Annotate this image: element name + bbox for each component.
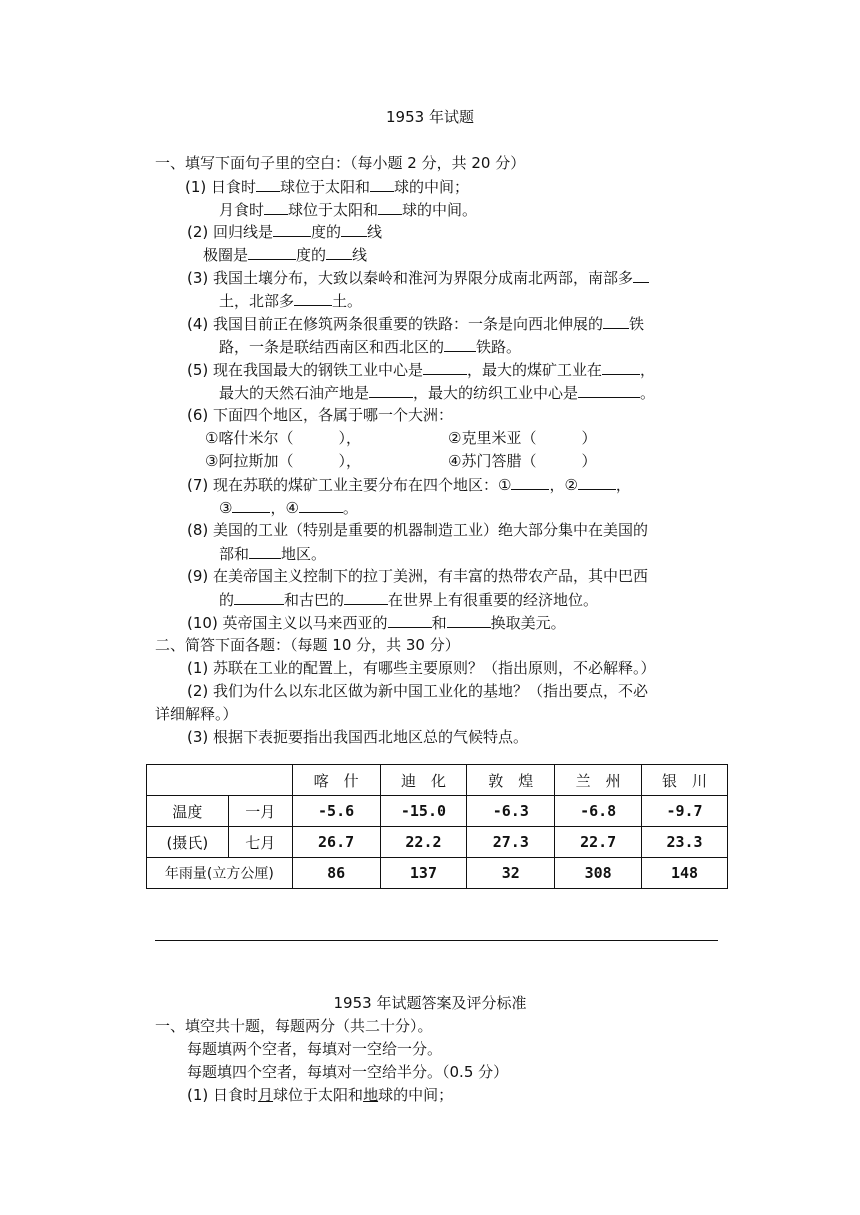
part2-q2-cont: 详细解释。） (155, 705, 238, 723)
section-divider (155, 940, 718, 941)
blank (232, 497, 270, 513)
q1-text-a: (1) 日食时 (185, 178, 257, 196)
city-header: 喀 什 (292, 765, 380, 796)
q4-line2 (219, 336, 521, 357)
q4-line1 (187, 313, 644, 334)
jul-value: 22.7 (555, 827, 642, 858)
city-header: 银 川 (642, 765, 728, 796)
q10-text-c: 换取美元。 (490, 614, 566, 632)
q5-text-a: (5) 现在我国最大的钢铁工业中心是 (187, 361, 424, 379)
rain-value: 148 (642, 858, 728, 889)
q2-line2 (203, 244, 367, 265)
answers-line1: 一、填空共十题，每题两分（共二十分）。 (155, 1017, 433, 1035)
q4-text-d: 铁路。 (476, 338, 522, 356)
q4-text-c: 路，一条是联结西南区和西北区的 (219, 338, 445, 356)
blank (369, 382, 413, 398)
part2-q3: (3) 根据下表扼要指出我国西北地区总的气候特点。 (187, 728, 529, 746)
q1-text-e: 球位于太阳和 (288, 201, 379, 219)
rain-value: 86 (292, 858, 380, 889)
q3-line2 (219, 290, 362, 311)
q10-text-a: (10) 英帝国主义以马来西亚的 (187, 614, 388, 632)
blank (299, 497, 343, 513)
jan-value: -6.8 (555, 796, 642, 827)
blank (447, 612, 491, 628)
rain-value: 308 (555, 858, 642, 889)
q1-line1 (185, 176, 469, 197)
climate-table (146, 764, 728, 889)
q5-text-f: 。 (640, 384, 656, 402)
rain-label: 年雨量(立方公厘) (147, 858, 293, 889)
jul-value: 27.3 (467, 827, 555, 858)
blank (378, 199, 402, 215)
q9-text-c: 在世界上有很重要的经济地位。 (388, 591, 599, 609)
blank (273, 221, 311, 237)
q1-text-d: 月食时 (219, 201, 265, 219)
jan-value: -6.3 (467, 796, 555, 827)
blank (234, 589, 284, 605)
jan-value: -5.6 (292, 796, 380, 827)
q6-line1: (6) 下面四个地区，各属于哪一个大洲： (187, 406, 454, 424)
blank (578, 382, 640, 398)
q1-text-f: 球的中间。 (402, 201, 478, 219)
q7-line1 (187, 474, 631, 495)
blank (264, 199, 288, 215)
q7-text-e: ，④ (270, 499, 299, 517)
q1-line2 (219, 199, 477, 220)
q2-line1 (187, 221, 382, 242)
q6-item1: ①喀什米尔（ ）， (205, 429, 361, 447)
table-row (147, 858, 728, 889)
table-row (147, 827, 728, 858)
part2-q2: (2) 我们为什么以东北区做为新中国工业化的基地？（指出要点，不必 (187, 682, 649, 700)
q5-text-c: ， (640, 361, 656, 379)
q9-text-a: 的 (219, 591, 235, 609)
q9-text-b: 和古巴的 (284, 591, 345, 609)
answers-line3: 每题填四个空者，每填对一空给半分。（0.5 分） (187, 1063, 509, 1081)
part2-heading: 二、简答下面各题：（每题 10 分，共 30 分） (155, 636, 460, 654)
part2-q1: (1) 苏联在工业的配置上，有哪些主要原则？（指出原则，不必解释。） (187, 659, 656, 677)
jul-value: 26.7 (292, 827, 380, 858)
q2-text-d: 极圈是 (203, 246, 249, 264)
answer-text-b: 球位于太阳和 (273, 1086, 364, 1104)
blank (633, 267, 649, 283)
rain-value: 32 (467, 858, 555, 889)
blank (344, 589, 388, 605)
answer-text-c: 球的中间； (378, 1086, 454, 1104)
answers-line2: 每题填两个空者，每填对一空给一分。 (187, 1040, 443, 1058)
q9-line1: (9) 在美帝国主义控制下的拉丁美洲，有丰富的热带农产品，其中巴西 (187, 567, 649, 585)
q8-line1: (8) 美国的工业（特别是重要的机器制造工业）绝大部分集中在美国的 (187, 521, 649, 539)
q3-line1 (187, 267, 649, 288)
answer-fill: 地 (363, 1086, 379, 1104)
jul-label: 七月 (228, 827, 292, 858)
part1-heading: 一、填写下面句子里的空白：（每小题 2 分，共 20 分） (155, 154, 526, 172)
q6-item4: ④苏门答腊（ ） (448, 452, 597, 470)
answer-text-a: (1) 日食时 (187, 1086, 259, 1104)
q7-text-d: ③ (219, 499, 233, 517)
jul-value: 23.3 (642, 827, 728, 858)
unit-label: (摄氏) (147, 827, 229, 858)
q2-text-b: 度的 (311, 223, 342, 241)
q6-item2: ②克里米亚（ ） (448, 429, 597, 447)
blank (388, 612, 432, 628)
blank (423, 359, 467, 375)
q3-text-b: 土，北部多 (219, 292, 295, 310)
rain-value: 137 (380, 858, 467, 889)
q7-text-c: ， (615, 476, 631, 494)
q9-line2 (219, 589, 598, 610)
blank (256, 176, 280, 192)
q7-text-a: (7) 现在苏联的煤矿工业主要分布在四个地区：① (187, 476, 512, 494)
city-header: 迪 化 (380, 765, 467, 796)
q1-text-b: 球位于太阳和 (280, 178, 371, 196)
answer-fill: 月 (258, 1086, 274, 1104)
q8-text-a: 部和 (219, 545, 250, 563)
city-header: 敦 煌 (467, 765, 555, 796)
q10-line1 (187, 612, 566, 633)
q7-text-f: 。 (342, 499, 358, 517)
jul-value: 22.2 (380, 827, 467, 858)
q2-text-f: 线 (352, 246, 368, 264)
q7-line2 (219, 497, 358, 518)
temp-label: 温度 (147, 796, 229, 827)
q6-item3: ③阿拉斯加（ ）， (205, 452, 361, 470)
q8-text-b: 地区。 (281, 545, 327, 563)
q2-text-e: 度的 (296, 246, 327, 264)
jan-value: -9.7 (642, 796, 728, 827)
jan-value: -15.0 (380, 796, 467, 827)
q5-text-e: ，最大的纺织工业中心是 (413, 384, 579, 402)
blank (249, 543, 281, 559)
blank (248, 244, 296, 260)
q2-text-c: 线 (367, 223, 383, 241)
table-row (147, 796, 728, 827)
blank (603, 313, 629, 329)
q3-text-c: 土。 (332, 292, 363, 310)
blank (511, 474, 549, 490)
table-corner-cell (147, 765, 293, 796)
blank (370, 176, 394, 192)
q4-text-a: (4) 我国目前正在修筑两条很重要的铁路：一条是向西北伸展的 (187, 315, 604, 333)
blank (294, 290, 332, 306)
q5-text-d: 最大的天然石油产地是 (219, 384, 370, 402)
city-header: 兰 州 (555, 765, 642, 796)
q2-text-a: (2) 回归线是 (187, 223, 274, 241)
q10-text-b: 和 (431, 614, 447, 632)
q4-text-b: 铁 (629, 315, 645, 333)
answers-line4 (187, 1085, 453, 1105)
q1-text-c: 球的中间； (394, 178, 470, 196)
q3-text-a: (3) 我国土壤分布，大致以秦岭和淮河为界限分成南北两部，南部多 (187, 269, 634, 287)
q5-line1 (187, 359, 655, 380)
blank (602, 359, 640, 375)
q5-text-b: ，最大的煤矿工业在 (467, 361, 603, 379)
answers-title: 1953 年试题答案及评分标准 (333, 994, 527, 1012)
q5-line2 (219, 382, 655, 403)
blank (444, 336, 476, 352)
q8-line2 (219, 543, 326, 564)
page-title: 1953 年试题 (386, 108, 474, 126)
blank (578, 474, 616, 490)
jan-label: 一月 (228, 796, 292, 827)
table-header-row (147, 765, 728, 796)
blank (326, 244, 352, 260)
q7-text-b: ，② (549, 476, 578, 494)
blank (341, 221, 367, 237)
